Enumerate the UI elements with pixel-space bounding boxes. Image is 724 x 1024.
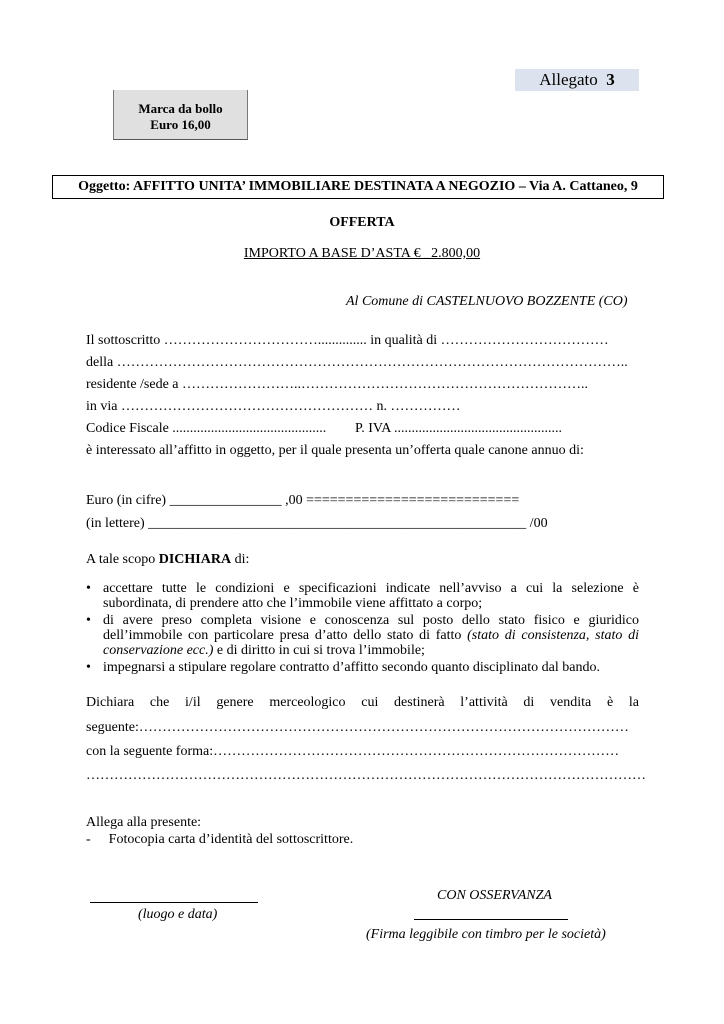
forma-line: con la seguente forma:……………………………………………………………………………: [86, 744, 620, 759]
piva-line: P. IVA ................................................: [355, 421, 563, 436]
bullet-text-1: accettare tutte le condizioni e specificazioni indicate nell’avviso a cui la selezione è subordinata, di prendere atto che l’immobile viene affittato a corpo;: [103, 581, 639, 611]
allega-item: [86, 832, 353, 848]
codice-fiscale-line: Codice Fiscale ............................................: [86, 421, 327, 436]
sottoscritto-line: Il sottoscritto …………………………….............. in qualità di ………………………………: [86, 333, 609, 348]
dichiara-bold: DICHIARA: [158, 552, 232, 567]
marca-da-bollo-box: [113, 90, 248, 140]
dichiara-line: [86, 552, 249, 568]
via-line: in via ……………………………………………… n. ……………: [86, 399, 461, 414]
della-line: della ………………………………………………………………………………………………..: [86, 355, 628, 370]
oggetto-box: Oggetto: AFFITTO UNITA’ IMMOBILIARE DESTINATA A NEGOZIO – Via A. Cattaneo, 9: [52, 175, 664, 199]
allega-item-text: Fotocopia carta d’identità del sottoscrittore.: [108, 832, 354, 847]
bullet-text-2-end: e di diritto in cui si trova l’immobile;: [213, 643, 425, 658]
allegato-label: [515, 69, 639, 91]
bullet-dot-icon: •: [86, 613, 91, 628]
luogo-data-label: (luogo e data): [138, 907, 218, 922]
bullet-text-2-start: di avere preso completa visione e conoscenza sul posto dello stato fisico e giuridico dell’immobile con particolare presa d’atto dello stato di fatto: [103, 613, 639, 643]
bullet-dot-icon: •: [86, 660, 91, 675]
bullet-dot-icon: •: [86, 581, 91, 596]
residente-line: residente /sede a ……………………..……………………………………………………..: [86, 377, 589, 392]
dots-line: …………………………………………………………………………………………………………: [86, 768, 646, 783]
dichiara-bullet-list: [86, 581, 639, 677]
marca-line-1: Marca da bollo: [138, 101, 223, 116]
importo-base-asta: IMPORTO A BASE D’ASTA € _2.800,00: [243, 246, 481, 261]
bullet-item-3: [86, 660, 639, 675]
in-lettere-line: (in lettere) ______________________________________________________ /00: [86, 516, 548, 531]
bullet-item-1: [86, 581, 639, 611]
interessato-line: è interessato all’affitto in oggetto, per il quale presenta un’offerta quale canone annuo di:: [86, 443, 584, 458]
luogo-data-line: [90, 902, 258, 903]
destinatario: Al Comune di CASTELNUOVO BOZZENTE (CO): [346, 294, 628, 309]
firma-label: (Firma leggibile con timbro per le società): [366, 927, 606, 942]
allega-dash: -: [86, 832, 91, 847]
euro-cifre-line: Euro (in cifre) ________________ ,00 ===========================: [86, 493, 520, 508]
dichiara-suffix: di:: [231, 552, 250, 567]
dichiara-prefix: A tale scopo: [86, 552, 159, 567]
con-osservanza: CON OSSERVANZA: [437, 888, 552, 903]
seguente-line: seguente:……………………………………………………………………………………………: [86, 720, 629, 735]
bullet-text-2-italic: (stato di consistenza, stato di conservazione ecc.): [103, 628, 639, 658]
allega-title: Allega alla presente:: [86, 815, 202, 830]
bullet-text-3: impegnarsi a stipulare regolare contratto d’affitto secondo quanto disciplinato dal bando.: [103, 660, 600, 675]
allegato-number: 3: [606, 70, 615, 89]
allegato-text: Allegato: [539, 70, 598, 89]
offerta-title: OFFERTA: [329, 215, 395, 230]
marca-line-2: Euro 16,00: [150, 117, 211, 132]
firma-line: [414, 919, 568, 920]
bullet-item-2: [86, 613, 639, 658]
merceologico-line: Dichiara che i/il genere merceologico cui destinerà l’attività di vendita è la: [86, 695, 639, 710]
